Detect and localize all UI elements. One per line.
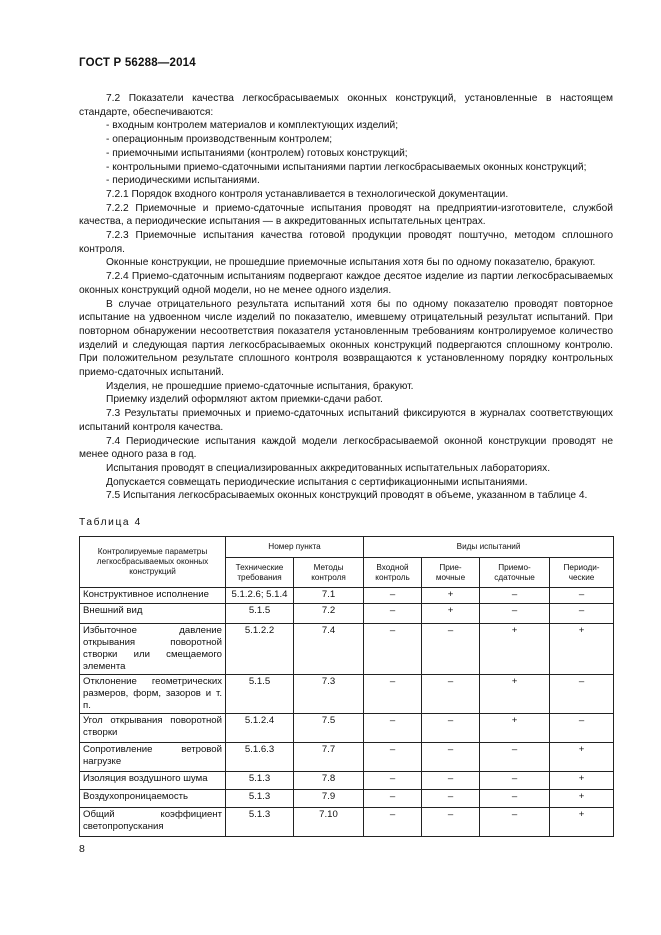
cell-param: Избыточное давление открывания поворотной створки или смещаемого элемента [80, 624, 226, 675]
cell-periodic: – [550, 675, 614, 714]
cell-method: 7.10 [294, 808, 364, 837]
cell-acceptance: – [422, 624, 480, 675]
cell-acceptance: – [422, 790, 480, 808]
header-incoming: Входной контроль [364, 558, 422, 588]
cell-periodic: – [550, 588, 614, 604]
cell-periodic: + [550, 624, 614, 675]
header-tech: Технические требования [226, 558, 294, 588]
cell-delivery: – [480, 772, 550, 790]
paragraph: Изделия, не прошедшие приемо-сдаточные испытания, бракуют. [106, 380, 414, 392]
header-tests-group: Виды испытаний [364, 537, 614, 558]
cell-incoming: – [364, 675, 422, 714]
paragraph: В случае отрицательного результата испытаний хотя бы по одному показателю проводят повторное испытание на удвоенном числе изделий по показателю, имевшему отрицательный результат испытаний. При повторном обнаружении несоответствия показателя установленным требованиям контролируемое количество изделий и следующая партия легкосбрасываемых оконных конструкций подвергаются сплошному контролю. При положительном результате сплошного контроля возвращаются к установленному порядку контрольных приемо-сдаточных испытаний. [79, 298, 613, 379]
cell-delivery: – [480, 808, 550, 837]
list-item: - входным контролем материалов и комплектующих изделий; [106, 120, 399, 132]
cell-tech: 5.1.2.4 [226, 714, 294, 743]
document-code: ГОСТ Р 56288—2014 [79, 57, 196, 69]
cell-method: 7.3 [294, 675, 364, 714]
cell-delivery: – [480, 790, 550, 808]
cell-incoming: – [364, 743, 422, 772]
cell-periodic: + [550, 808, 614, 837]
cell-method: 7.4 [294, 624, 364, 675]
cell-acceptance: + [422, 588, 480, 604]
header-acceptance: Прие-мочные [422, 558, 480, 588]
header-item-group: Номер пункта [226, 537, 364, 558]
header-periodic: Периоди-ческие [550, 558, 614, 588]
table-row [80, 624, 614, 675]
table-row [80, 604, 614, 624]
list-item: - операционным производственным контролем; [106, 134, 333, 146]
paragraph: Приемку изделий оформляют актом приемки-сдачи работ. [106, 394, 383, 406]
cell-param: Воздухопроницаемость [80, 790, 226, 808]
table-row [80, 675, 614, 714]
paragraph: 7.5 Испытания легкосбрасываемых оконных конструкций проводят в объеме, указанном в таблице 4. [106, 490, 588, 502]
cell-periodic: + [550, 790, 614, 808]
cell-tech: 5.1.5 [226, 604, 294, 624]
cell-acceptance: – [422, 808, 480, 837]
cell-method: 7.1 [294, 588, 364, 604]
cell-param: Общий коэффициент светопропускания [80, 808, 226, 837]
cell-acceptance: – [422, 772, 480, 790]
cell-param: Внешний вид [80, 604, 226, 624]
cell-delivery: – [480, 604, 550, 624]
paragraph: 7.2.3 Приемочные испытания качества готовой продукции проводят поштучно, методом сплошного контроля. [79, 230, 613, 255]
paragraph: 7.3 Результаты приемочных и приемо-сдаточных испытаний фиксируются в журналах соответствующих испытаний контроля качества. [79, 408, 613, 433]
body-text [79, 92, 613, 503]
list-item: - периодическими испытаниями. [106, 175, 260, 187]
cell-param: Конструктивное исполнение [80, 588, 226, 604]
cell-incoming: – [364, 772, 422, 790]
header-methods: Методы контроля [294, 558, 364, 588]
cell-acceptance: – [422, 714, 480, 743]
paragraph: Оконные конструкции, не прошедшие приемочные испытания хотя бы по одному показателю, бракуют. [106, 257, 596, 269]
cell-incoming: – [364, 808, 422, 837]
header-param: Контролируемые параметры легкосбрасываемых оконных конструкций [80, 537, 226, 588]
cell-method: 7.2 [294, 604, 364, 624]
cell-periodic: + [550, 743, 614, 772]
cell-param: Сопротивление ветровой нагрузке [80, 743, 226, 772]
cell-periodic: + [550, 772, 614, 790]
paragraph: Испытания проводят в специализированных аккредитованных испытательных лабораториях. [106, 462, 551, 474]
cell-tech: 5.1.6.3 [226, 743, 294, 772]
cell-tech: 5.1.3 [226, 808, 294, 837]
table-row [80, 790, 614, 808]
cell-delivery: – [480, 743, 550, 772]
list-item: - приемочными испытаниями (контролем) готовых конструкций; [106, 147, 408, 159]
table-row [80, 743, 614, 772]
cell-method: 7.7 [294, 743, 364, 772]
cell-tech: 5.1.5 [226, 675, 294, 714]
table-row [80, 588, 614, 604]
table-row [80, 714, 614, 743]
cell-tech: 5.1.2.2 [226, 624, 294, 675]
cell-param: Изоляция воздушного шума [80, 772, 226, 790]
page-number: 8 [79, 843, 85, 855]
cell-incoming: – [364, 604, 422, 624]
cell-delivery: + [480, 675, 550, 714]
table-row [80, 808, 614, 837]
cell-incoming: – [364, 588, 422, 604]
list-item: - контрольными приемо-сдаточными испытаниями партии легкосбрасываемых оконных конструкций; [106, 161, 587, 173]
cell-periodic: – [550, 604, 614, 624]
cell-incoming: – [364, 624, 422, 675]
table-row [80, 772, 614, 790]
paragraph: Допускается совмещать периодические испытания с сертификационными испытаниями. [106, 476, 528, 488]
cell-tech: 5.1.3 [226, 772, 294, 790]
cell-incoming: – [364, 790, 422, 808]
cell-delivery: + [480, 624, 550, 675]
cell-method: 7.8 [294, 772, 364, 790]
cell-delivery: + [480, 714, 550, 743]
paragraph: 7.2.4 Приемо-сдаточным испытаниям подвергают каждое десятое изделие из партии легкосбрасываемых оконных конструкций одной модели, но не менее одного изделия. [79, 271, 613, 296]
cell-acceptance: – [422, 675, 480, 714]
paragraph: 7.2 Показатели качества легкосбрасываемых оконных конструкций, установленные в настоящем стандарте, обеспечиваются: [79, 93, 613, 118]
cell-tech: 5.1.2.6; 5.1.4 [226, 588, 294, 604]
paragraph: 7.4 Периодические испытания каждой модели легкосбрасываемой оконной конструкции проводят не менее одного раза в год. [79, 435, 613, 461]
table-caption: Таблица 4 [79, 517, 142, 528]
cell-method: 7.5 [294, 714, 364, 743]
cell-method: 7.9 [294, 790, 364, 808]
cell-param: Отклонение геометрических размеров, форм, зазоров и т. п. [80, 675, 226, 714]
table-4 [79, 536, 614, 837]
paragraph: 7.2.2 Приемочные и приемо-сдаточные испытания проводят на предприятии-изготовителе, службой качества, а периодические испытания — в аккредитованных испытательных центрах. [79, 202, 613, 228]
cell-param: Угол открывания поворотной створки [80, 714, 226, 743]
cell-periodic: – [550, 714, 614, 743]
cell-incoming: – [364, 714, 422, 743]
cell-tech: 5.1.3 [226, 790, 294, 808]
cell-acceptance: – [422, 743, 480, 772]
header-delivery: Приемо-сдаточные [480, 558, 550, 588]
paragraph: 7.2.1 Порядок входного контроля устанавливается в технологической документации. [106, 188, 509, 200]
cell-acceptance: + [422, 604, 480, 624]
cell-delivery: – [480, 588, 550, 604]
